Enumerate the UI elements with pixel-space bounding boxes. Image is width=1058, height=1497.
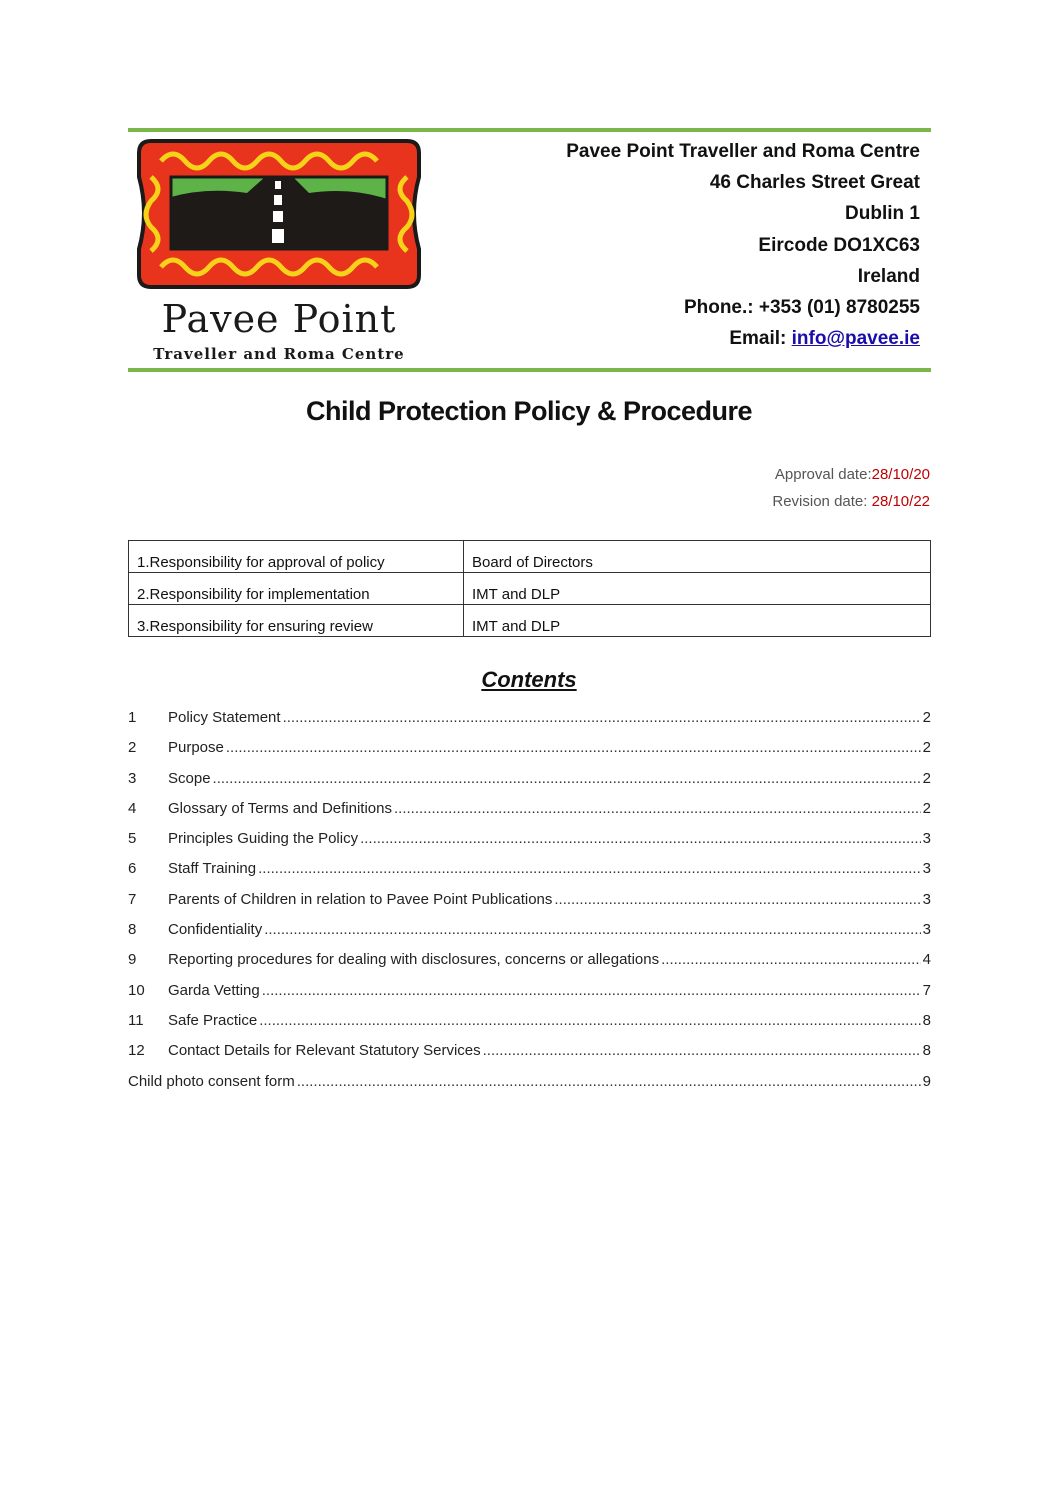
toc-dot-leader [661,946,921,974]
pavee-point-logo [137,137,421,365]
toc-entry-page: 3 [922,890,931,908]
toc-entry[interactable] [128,1068,931,1098]
toc-entry-number: 11 [128,1011,144,1029]
toc-entry[interactable] [128,795,931,825]
toc-entry[interactable] [128,1037,931,1067]
toc-entry-title: Policy Statement [168,709,281,726]
toc-entry-title: Confidentiality [168,921,263,939]
toc-entry-page: 2 [922,739,931,757]
responsibility-item: 3.Responsibility for ensuring review [129,605,464,637]
revision-date-value: 28/10/22 [871,493,930,510]
toc-dot-leader [264,916,920,944]
responsibility-item: 2.Responsibility for implementation [129,573,464,605]
toc-entry[interactable] [128,886,931,916]
toc-dot-leader [213,765,921,793]
responsibility-table [128,540,931,637]
toc-entry[interactable] [128,825,931,855]
toc-entry[interactable] [128,1007,931,1037]
toc-entry-page: 4 [922,951,931,969]
header-bottom-rule [128,368,931,372]
toc-dot-leader [554,886,920,914]
toc-entry-number: 7 [128,890,137,908]
logo-wordmark: Pavee Point [161,297,397,341]
address-line: Ireland [857,265,920,287]
toc-entry-number: 8 [128,921,137,939]
toc-entry-number: 4 [128,799,137,817]
toc-dot-leader [226,734,921,762]
toc-entry-page: 2 [922,799,931,817]
address-line: 46 Charles Street Great [709,172,920,194]
email-line [566,325,920,356]
toc-dot-leader [283,704,921,732]
toc-entry-title: Scope [168,769,211,787]
email-label: Email: [729,328,787,350]
toc-entry-page: 8 [922,1042,931,1060]
toc-entry[interactable] [128,977,931,1007]
road-landscape-icon [137,137,421,289]
responsibility-owner: Board of Directors [464,541,931,573]
toc-entry-title: Contact Details for Relevant Statutory Services [168,1042,481,1060]
toc-entry[interactable] [128,916,931,946]
toc-dot-leader [394,795,921,823]
responsibility-owner: IMT and DLP [464,605,931,637]
toc-entry[interactable] [128,765,931,795]
toc-entry[interactable] [128,855,931,885]
toc-dot-leader [262,977,921,1005]
toc-entry-number: 1 [128,709,137,726]
toc-entry-page: 9 [922,1072,931,1090]
toc-entry-title: Child photo consent form [128,1072,295,1090]
toc-dot-leader [259,1007,920,1035]
toc-entry-page: 2 [922,709,931,726]
toc-entry-title: Safe Practice [168,1011,258,1029]
toc-entry-number: 6 [128,860,137,878]
toc-entry-title: Principles Guiding the Policy [168,830,359,848]
toc-entry-title: Purpose [168,739,224,757]
table-row [129,541,931,573]
toc-entry-title: Glossary of Terms and Definitions [168,799,392,817]
toc-entry[interactable] [128,734,931,764]
address-line: Pavee Point Traveller and Roma Centre [566,141,920,162]
toc-entry-page: 3 [922,830,931,848]
email-link[interactable]: info@pavee.ie [791,328,920,350]
responsibility-owner: IMT and DLP [464,573,931,605]
table-row [129,573,931,605]
phone-line: Phone.: +353 (01) 8780255 [683,296,920,318]
document-title: Child Protection Policy & Procedure [305,396,753,426]
approval-date-label: Approval date: [774,466,872,483]
header-top-rule [128,128,931,132]
revision-date-label: Revision date: [772,493,872,510]
toc-dot-leader [297,1068,921,1096]
approval-date-value: 28/10/20 [871,466,930,483]
toc-entry-title: Garda Vetting [168,981,260,999]
toc-entry-number: 2 [128,739,137,757]
toc-dot-leader [360,825,921,853]
toc-entry-page: 8 [922,1011,931,1029]
toc-entry-page: 3 [922,860,931,878]
policy-dates [772,464,930,518]
toc-entry-number: 3 [128,769,137,787]
organisation-address [566,138,920,356]
toc-entry[interactable] [128,946,931,976]
toc-entry-title: Parents of Children in relation to Pavee Point Publications [168,890,553,908]
toc-entry-page: 2 [922,769,931,787]
toc-entry-page: 7 [922,981,931,999]
toc-entry[interactable] [128,704,931,734]
responsibility-item: 1.Responsibility for approval of policy [129,541,464,573]
toc-entry-number: 9 [128,951,137,969]
table-of-contents [128,704,931,1098]
toc-entry-page: 3 [922,921,931,939]
logo-subtitle: Traveller and Roma Centre [153,345,405,363]
revision-date [772,491,930,518]
toc-dot-leader [483,1037,921,1065]
toc-entry-number: 12 [128,1042,145,1060]
approval-date [772,464,930,491]
address-line: Eircode DO1XC63 [758,234,920,256]
address-line: Dublin 1 [845,203,920,225]
table-row [129,605,931,637]
toc-dot-leader [258,855,921,883]
toc-entry-number: 5 [128,830,137,848]
contents-heading: Contents [481,667,577,692]
toc-entry-title: Reporting procedures for dealing with disclosures, concerns or allegations [168,951,660,969]
toc-entry-number: 10 [128,981,145,999]
toc-entry-title: Staff Training [168,860,257,878]
